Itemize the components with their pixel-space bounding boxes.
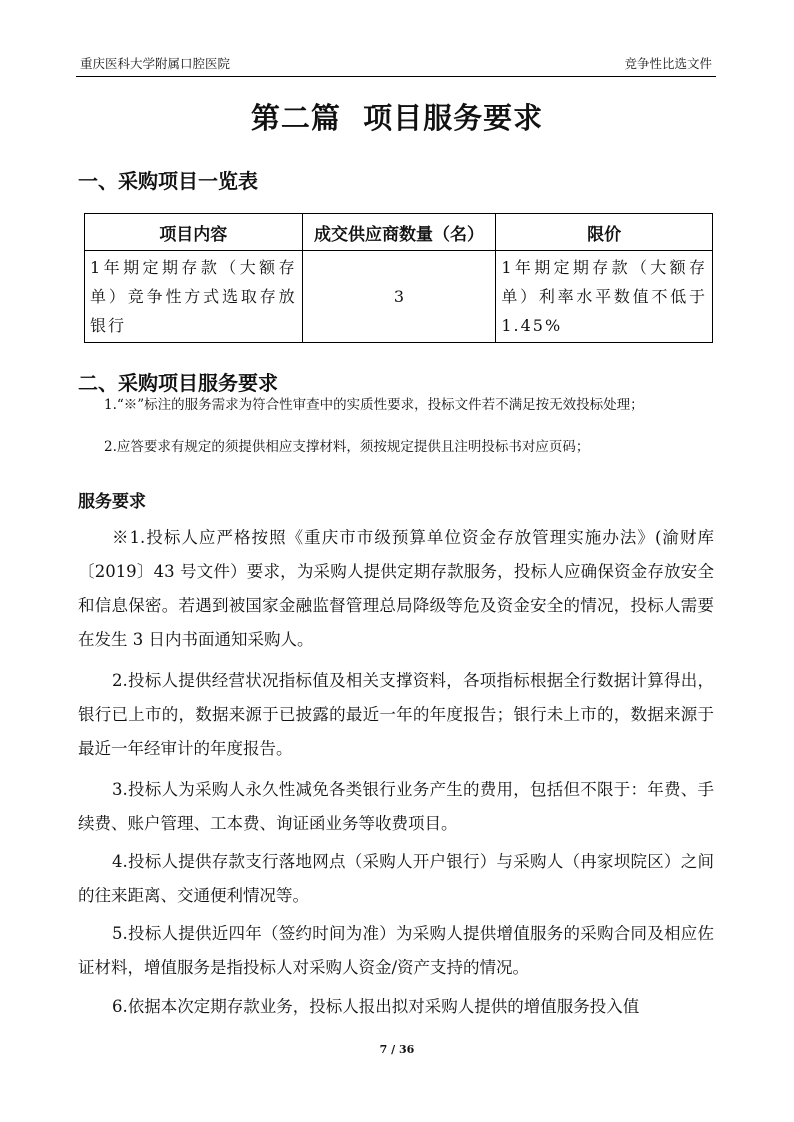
col-header-count: 成交供应商数量（名） (302, 214, 496, 251)
section1-heading: 一、采购项目一览表 (78, 169, 258, 193)
service-item-5: 5.投标人提供近四年（签约时间为准）为采购人提供增值服务的采购合同及相应佐证材料，增值服务是指投标人对采购人资金/资产支持的情况。 (78, 924, 714, 977)
service-item-4: 4.投标人提供存款支行落地网点（采购人开户银行）与采购人（冉家坝院区）之间的往来距离、交通便利情况等。 (78, 852, 714, 905)
procurement-table (84, 213, 713, 343)
service-item-3: 3.投标人为采购人永久性减免各类银行业务产生的费用，包括但不限于：年费、手续费、账户管理、工本费、询证函业务等收费项目。 (78, 780, 714, 833)
section2-heading: 二、采购项目服务要求 (78, 371, 278, 395)
header-doc-type: 竞争性比选文件 (624, 56, 712, 71)
service-item-6: 6.依据本次定期存款业务，投标人报出拟对采购人提供的增值服务投入值 (112, 997, 640, 1016)
cell-limit: 1年期定期存款（大额存单）利率水平数值不低于1.45% (496, 251, 713, 343)
page-title: 第二篇 项目服务要求 (250, 101, 544, 135)
note-1: 1.“※”标注的服务需求为符合性审查中的实质性要求，投标文件若不满足按无效投标处理； (104, 397, 644, 413)
col-header-content: 项目内容 (85, 214, 303, 251)
page-number: 7 / 36 (379, 1043, 415, 1056)
service-heading: 服务要求 (78, 492, 146, 512)
header-org: 重庆医科大学附属口腔医院 (80, 56, 231, 71)
note-2: 2.应答要求有规定的须提供相应支撑材料，须按规定提供且注明投标书对应页码； (104, 439, 590, 455)
page-header (76, 50, 716, 77)
cell-count: 3 (302, 251, 496, 343)
table-header-row (85, 214, 713, 251)
cell-content: 1年期定期存款（大额存单）竞争性方式选取存放银行 (85, 251, 303, 343)
service-item-1: ※1.投标人应严格按照《重庆市市级预算单位资金存放管理实施办法》(渝财库〔2019〕43 号文件）要求，为采购人提供定期存款服务，投标人应确保资金存放安全和信息保密。若遇到被国家金融监督管理总局降级等危及资金安全的情况，投标人需要在发生 3 日内书面通知采购人。 (78, 528, 714, 649)
col-header-limit: 限价 (496, 214, 713, 251)
table-row (85, 251, 713, 343)
service-item-2: 2.投标人提供经营状况指标值及相关支撑资料，各项指标根据全行数据计算得出，银行已上市的，数据来源于已披露的最近一年的年度报告；银行未上市的，数据来源于最近一年经审计的年度报告。 (78, 671, 714, 758)
